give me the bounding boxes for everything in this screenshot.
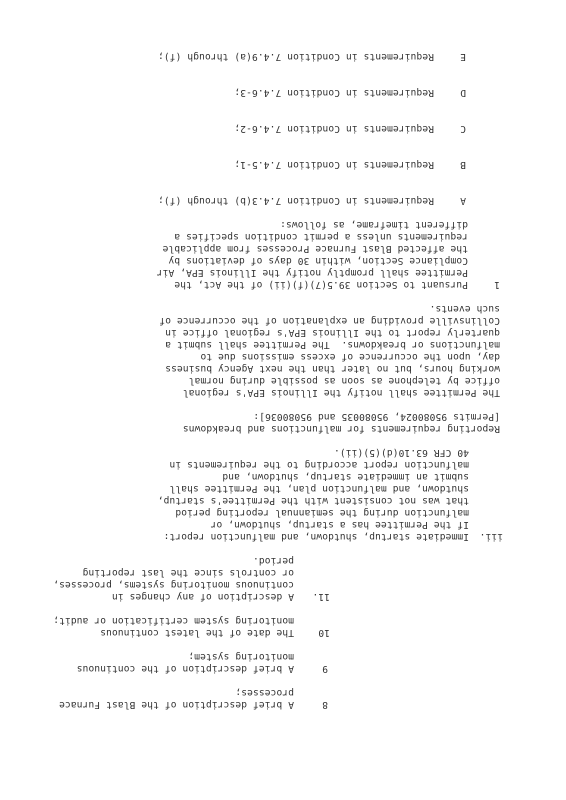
ssm-line-5: shutdown, and malfunction plan, the Permittee shall xyxy=(169,483,469,494)
ssm-line-6: submit an immediate startup, shutdown, and xyxy=(222,471,469,482)
deviation-line-3: Compliance Section, within 30 days of deviations by xyxy=(168,255,468,266)
item-8-label: 8 xyxy=(322,699,328,710)
item-10-label: 10 xyxy=(318,627,330,638)
requirement-d-label: D xyxy=(460,87,466,98)
requirement-e-text: Requirements in Condition 7.4.9(a) through (f); xyxy=(157,51,434,62)
deviation-label: 1 xyxy=(494,279,500,290)
item-9-line-2: monitoring system; xyxy=(188,651,294,662)
item-11-label: 11. xyxy=(312,591,330,602)
requirement-e-label: E xyxy=(460,51,466,62)
deviation-line-6: different timeframe, as follows: xyxy=(279,219,468,230)
requirement-a-label: A xyxy=(460,195,466,206)
requirement-c-label: C xyxy=(460,123,466,134)
requirement-b-text: Requirements in Condition 7.4.5-1; xyxy=(234,159,434,170)
ssm-line-4: that was not consistent with the Permittee's startup, xyxy=(157,495,469,506)
requirement-b-label: B xyxy=(460,159,466,170)
item-11-line-3: or controls since the last reporting xyxy=(82,567,294,578)
ssm-line-8: 40 CFR 63.10(d)(5)(ii). xyxy=(333,447,469,458)
notification-line-3: working hours, but no later than the next Agency business xyxy=(165,363,500,374)
deviation-line-2: Permittee shall promptly notify the Illinois EPA, Air xyxy=(156,267,468,278)
item-11-line-2: continuous monitoring systems, processes, xyxy=(53,579,294,590)
deviation-line-4: the affected Blast Furnace Processes from applicable xyxy=(162,243,468,254)
notification-line-4: day, upon the occurrence of excess emissions due to xyxy=(200,351,500,362)
ssm-label: iii. xyxy=(479,531,503,542)
item-11-line-4: period. xyxy=(252,555,294,566)
item-9-line-1: A brief description of the continuous xyxy=(76,663,294,674)
notification-line-5: malfunctions or breakdowns. The Permittee shall submit a xyxy=(165,339,500,350)
notification-line-7: Collinsville providing an explanation of the occurrence of xyxy=(159,315,500,326)
ssm-line-2: If the Permittee has a startup, shutdown, or xyxy=(210,519,469,530)
item-10-line-1: The date of the latest continuous xyxy=(100,627,294,638)
reporting-heading-line-1: Reporting requirements for malfunctions and breakdowns xyxy=(182,423,500,434)
item-11-line-1: A description of any changes in xyxy=(111,591,294,602)
item-10-line-2: monitoring system certification or audit; xyxy=(53,615,294,626)
reporting-heading-line-2: [Permits 95080024, 95080035 and 95080036]: xyxy=(253,411,500,422)
ssm-line-7: malfunction report according to the requirements in xyxy=(169,459,469,470)
item-8-line-1: A brief description of the Blast Furnace xyxy=(58,699,294,710)
ssm-line-3: malfunction during the semiannual reporting period xyxy=(175,507,469,518)
item-9-label: 9 xyxy=(322,663,328,674)
notification-line-1: The Permittee shall notify the Illinois EPA's regional xyxy=(182,387,500,398)
ssm-line-1: Immediate startup, shutdown, and malfunction report: xyxy=(163,531,469,542)
item-8-line-2: processes; xyxy=(235,687,294,698)
deviation-line-1: Pursuant to Section 39.5(7)(f)(ii) of the Act, the xyxy=(174,279,468,290)
requirement-a-text: Requirements in Condition 7.4.3(b) through (f); xyxy=(157,195,434,206)
requirement-d-text: Requirements in Condition 7.4.6-3; xyxy=(234,87,434,98)
notification-line-2: office by telephone as soon as possible during normal xyxy=(188,375,500,386)
deviation-line-5: requirements unless a permit condition specifies a xyxy=(174,231,468,242)
notification-line-6: quarterly report to the Illinois EPA's regional office in xyxy=(165,327,500,338)
notification-line-8: such events. xyxy=(429,303,500,314)
requirement-c-text: Requirements in Condition 7.4.6-2; xyxy=(234,123,434,134)
